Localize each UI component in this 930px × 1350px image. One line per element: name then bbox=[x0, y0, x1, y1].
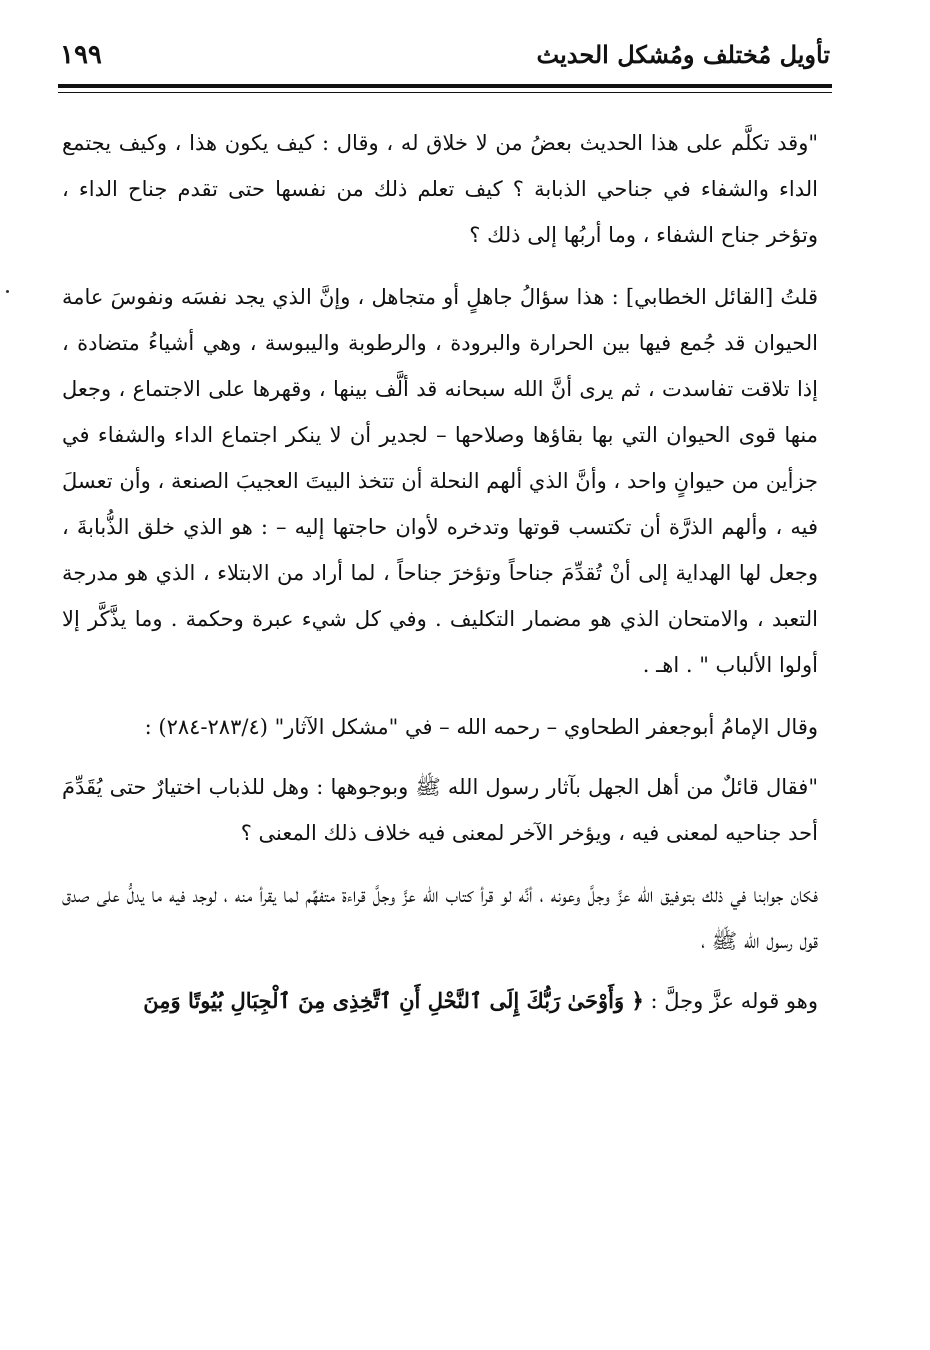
paragraph-quote-objection: "وقد تكلَّم على هذا الحديث بعضُ من لا خلاق له ، وقال : كيف يكون هذا ، وكيف يجتمع الداء والشفاء في جناحي الذبابة ؟ كيف تعلم ذلك من نفسها حتى تقدم جناح الداء ، وتؤخر جناح الشفاء ، وما أربُها إلى ذلك ؟ bbox=[62, 131, 818, 247]
paragraph-tahawi-question: "فقال قائلٌ من أهل الجهل بآثار رسول الله ﷺ وبوجوهها : وهل للذباب اختيارٌ حتى يُقَدِّمَ أحد جناحيه لمعنى فيه ، ويؤخر الآخر لمعنى فيه خلاف ذلك المعنى ؟ bbox=[62, 775, 818, 845]
paragraph-khattabi-reply: قلتُ [القائل الخطابي] : هذا سؤالُ جاهلٍ أو متجاهل ، وإنَّ الذي يجد نفسَه ونفوسَ عامة الحيوان قد جُمع فيها بين الحرارة والبرودة ، والرطوبة واليبوسة ، وهي أشياءُ متضادة ، إذا تلاقت تفاسدت ، ثم يرى أنَّ الله سبحانه قد ألَّف بينها ، وقهرها على الاجتماع ، وجعل منها قوى الحيوان التي بها بقاؤها وصلاحها – لجدير أن لا ينكر اجتماع الداء والشفاء في جزأين من حيوانٍ واحد ، وأنَّ الذي ألهم النحلة أن تتخذ البيتَ العجيبَ الصنعة ، وأن تعسلَ فيه ، وألهم الذرَّة أن تكتسب قوتها وتدخره لأوان حاجتها إليه – : هو الذي خلق الذُّبابةَ ، وجعل لها الهداية إلى أنْ تُقدِّمَ جناحاً وتؤخرَ جناحاً ، لما أراد من الابتلاء ، الذي هو مدرجة التعبد ، والامتحان الذي هو مضمار التكليف . وفي كل شيء عبرة وحكمة . وما يذَّكَّر إلا أولوا الألباب " . اهـ . bbox=[62, 285, 818, 677]
page-number: ١٩٩ bbox=[60, 40, 102, 70]
running-header bbox=[60, 30, 830, 80]
paragraph-tahawi-intro: وقال الإمامُ أبوجعفر الطحاوي – رحمه الله – في "مشكل الآثار" (٢٨٣/٤-٢٨٤) : bbox=[144, 715, 818, 739]
paragraph-quran-citation bbox=[62, 978, 818, 1024]
header-rule-thick bbox=[58, 84, 832, 88]
header-rule-thin bbox=[58, 92, 832, 93]
paragraph-tahawi-answer: فكان جوابنا في ذلك بتوفيق الله عزَّ وجلَّ وعونه ، أنَّه لو قرأ كتاب الله عزَّ وجلَّ قراءة متفهِّم لما يقرأ منه ، لوجد فيه ما يدلُّ على صدق قول رسول الله ﷺ ، bbox=[62, 883, 818, 953]
body-text bbox=[62, 120, 818, 1040]
scan-speck bbox=[6, 290, 9, 293]
quran-verse: ﴿ وَأَوْحَىٰ رَبُّكَ إِلَى ٱلنَّحْلِ أَنِ ٱتَّخِذِى مِنَ ٱلْجِبَالِ بُيُوتًا وَمِنَ bbox=[143, 988, 644, 1013]
book-title: تأويل مُختلف ومُشكل الحديث bbox=[536, 40, 830, 69]
quran-lead-text: وهو قوله عزَّ وجلَّ : bbox=[643, 989, 818, 1013]
